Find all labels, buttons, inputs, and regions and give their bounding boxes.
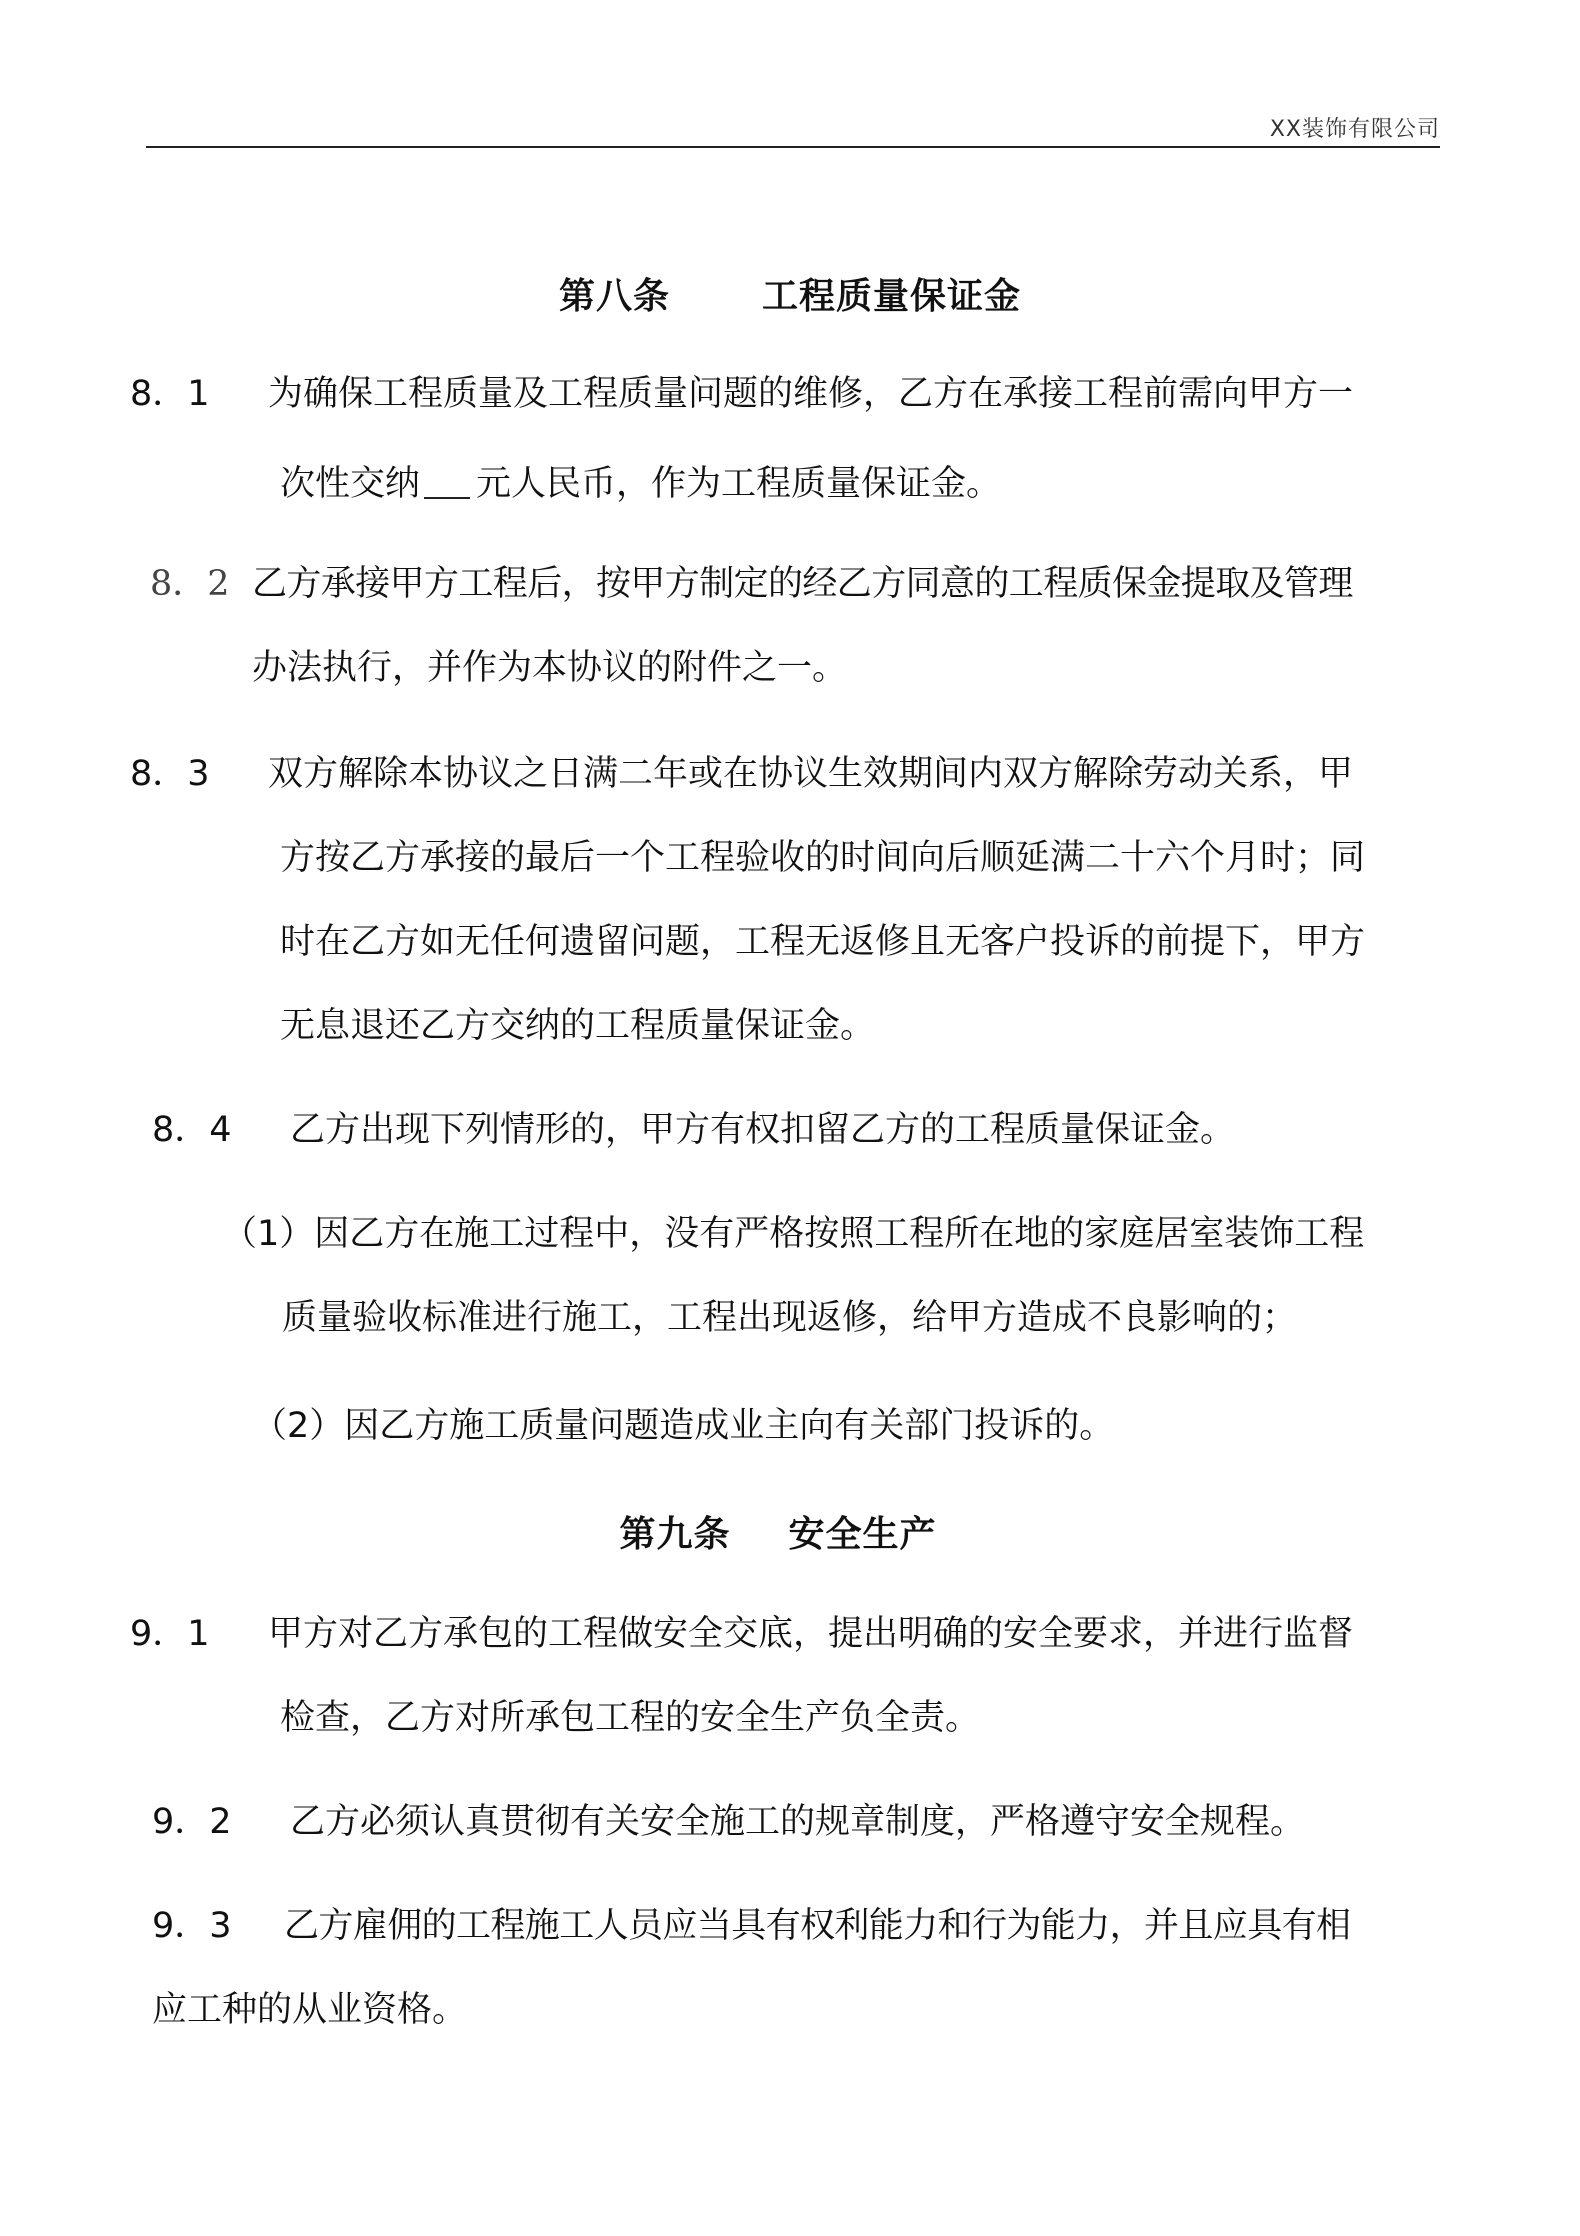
clause-text: 元人民币，作为工程质量保证金。 — [476, 464, 1002, 504]
clause-number: 9．2 — [152, 1802, 232, 1842]
article-9-number: 第九条 — [619, 1514, 731, 1555]
article-8-number: 第八条 — [558, 276, 670, 317]
article-9-heading — [0, 1506, 1568, 1557]
clause-text: 次性交纳 — [280, 464, 421, 504]
amount-blank — [424, 463, 470, 499]
list-item-1-continued: 质量验收标准进行施工，工程出现返修，给甲方造成不良影响的； — [282, 1298, 1298, 1338]
clause-line: 乙方雇佣的工程施工人员应当具有权利能力和行为能力，并且应具有相 — [284, 1906, 1351, 1946]
clause-line: 时在乙方如无任何遗留问题，工程无返修且无客户投诉的前提下，甲方 — [280, 922, 1366, 962]
header-divider — [146, 146, 1440, 148]
article-8-heading — [0, 268, 1580, 319]
list-item-2: （2）因乙方施工质量问题造成业主向有关部门投诉的。 — [252, 1406, 1115, 1446]
clause-line: 方按乙方承接的最后一个工程验收的时间向后顺延满二十六个月时；同 — [280, 838, 1366, 878]
clause-line — [280, 462, 1001, 506]
clause-number: 9．1 — [130, 1614, 210, 1654]
company-name: XX装饰有限公司 — [1269, 117, 1440, 142]
clause-line: 乙方必须认真贯彻有关安全施工的规章制度，严格遵守安全规程。 — [290, 1802, 1306, 1842]
clause-line: 无息退还乙方交纳的工程质量保证金。 — [280, 1006, 876, 1046]
clause-number: 8．4 — [152, 1110, 232, 1150]
clause-number: 9．3 — [152, 1906, 232, 1946]
clause-line: 应工种的从业资格。 — [152, 1990, 468, 2030]
clause-line: 乙方承接甲方工程后，按甲方制定的经乙方同意的工程质保金提取及管理 — [252, 564, 1353, 604]
clause-number: 8．2 — [150, 564, 230, 604]
clause-number: 8．1 — [130, 374, 210, 414]
article-9-title: 安全生产 — [788, 1514, 937, 1555]
clause-line: 办法执行，并作为本协议的附件之一。 — [252, 648, 848, 688]
clause-line: 检查，乙方对所承包工程的安全生产负全责。 — [280, 1698, 981, 1738]
list-item-1: （1）因乙方在施工过程中，没有严格按照工程所在地的家庭居室装饰工程 — [222, 1214, 1365, 1254]
clause-line: 乙方出现下列情形的，甲方有权扣留乙方的工程质量保证金。 — [290, 1110, 1236, 1150]
clause-line: 双方解除本协议之日满二年或在协议生效期间内双方解除劳动关系，甲 — [268, 754, 1354, 794]
clause-line: 为确保工程质量及工程质量问题的维修，乙方在承接工程前需向甲方一 — [268, 374, 1354, 414]
article-8-title: 工程质量保证金 — [762, 276, 1022, 317]
clause-line: 甲方对乙方承包的工程做安全交底，提出明确的安全要求，并进行监督 — [268, 1614, 1354, 1654]
clause-number: 8．3 — [130, 754, 210, 794]
